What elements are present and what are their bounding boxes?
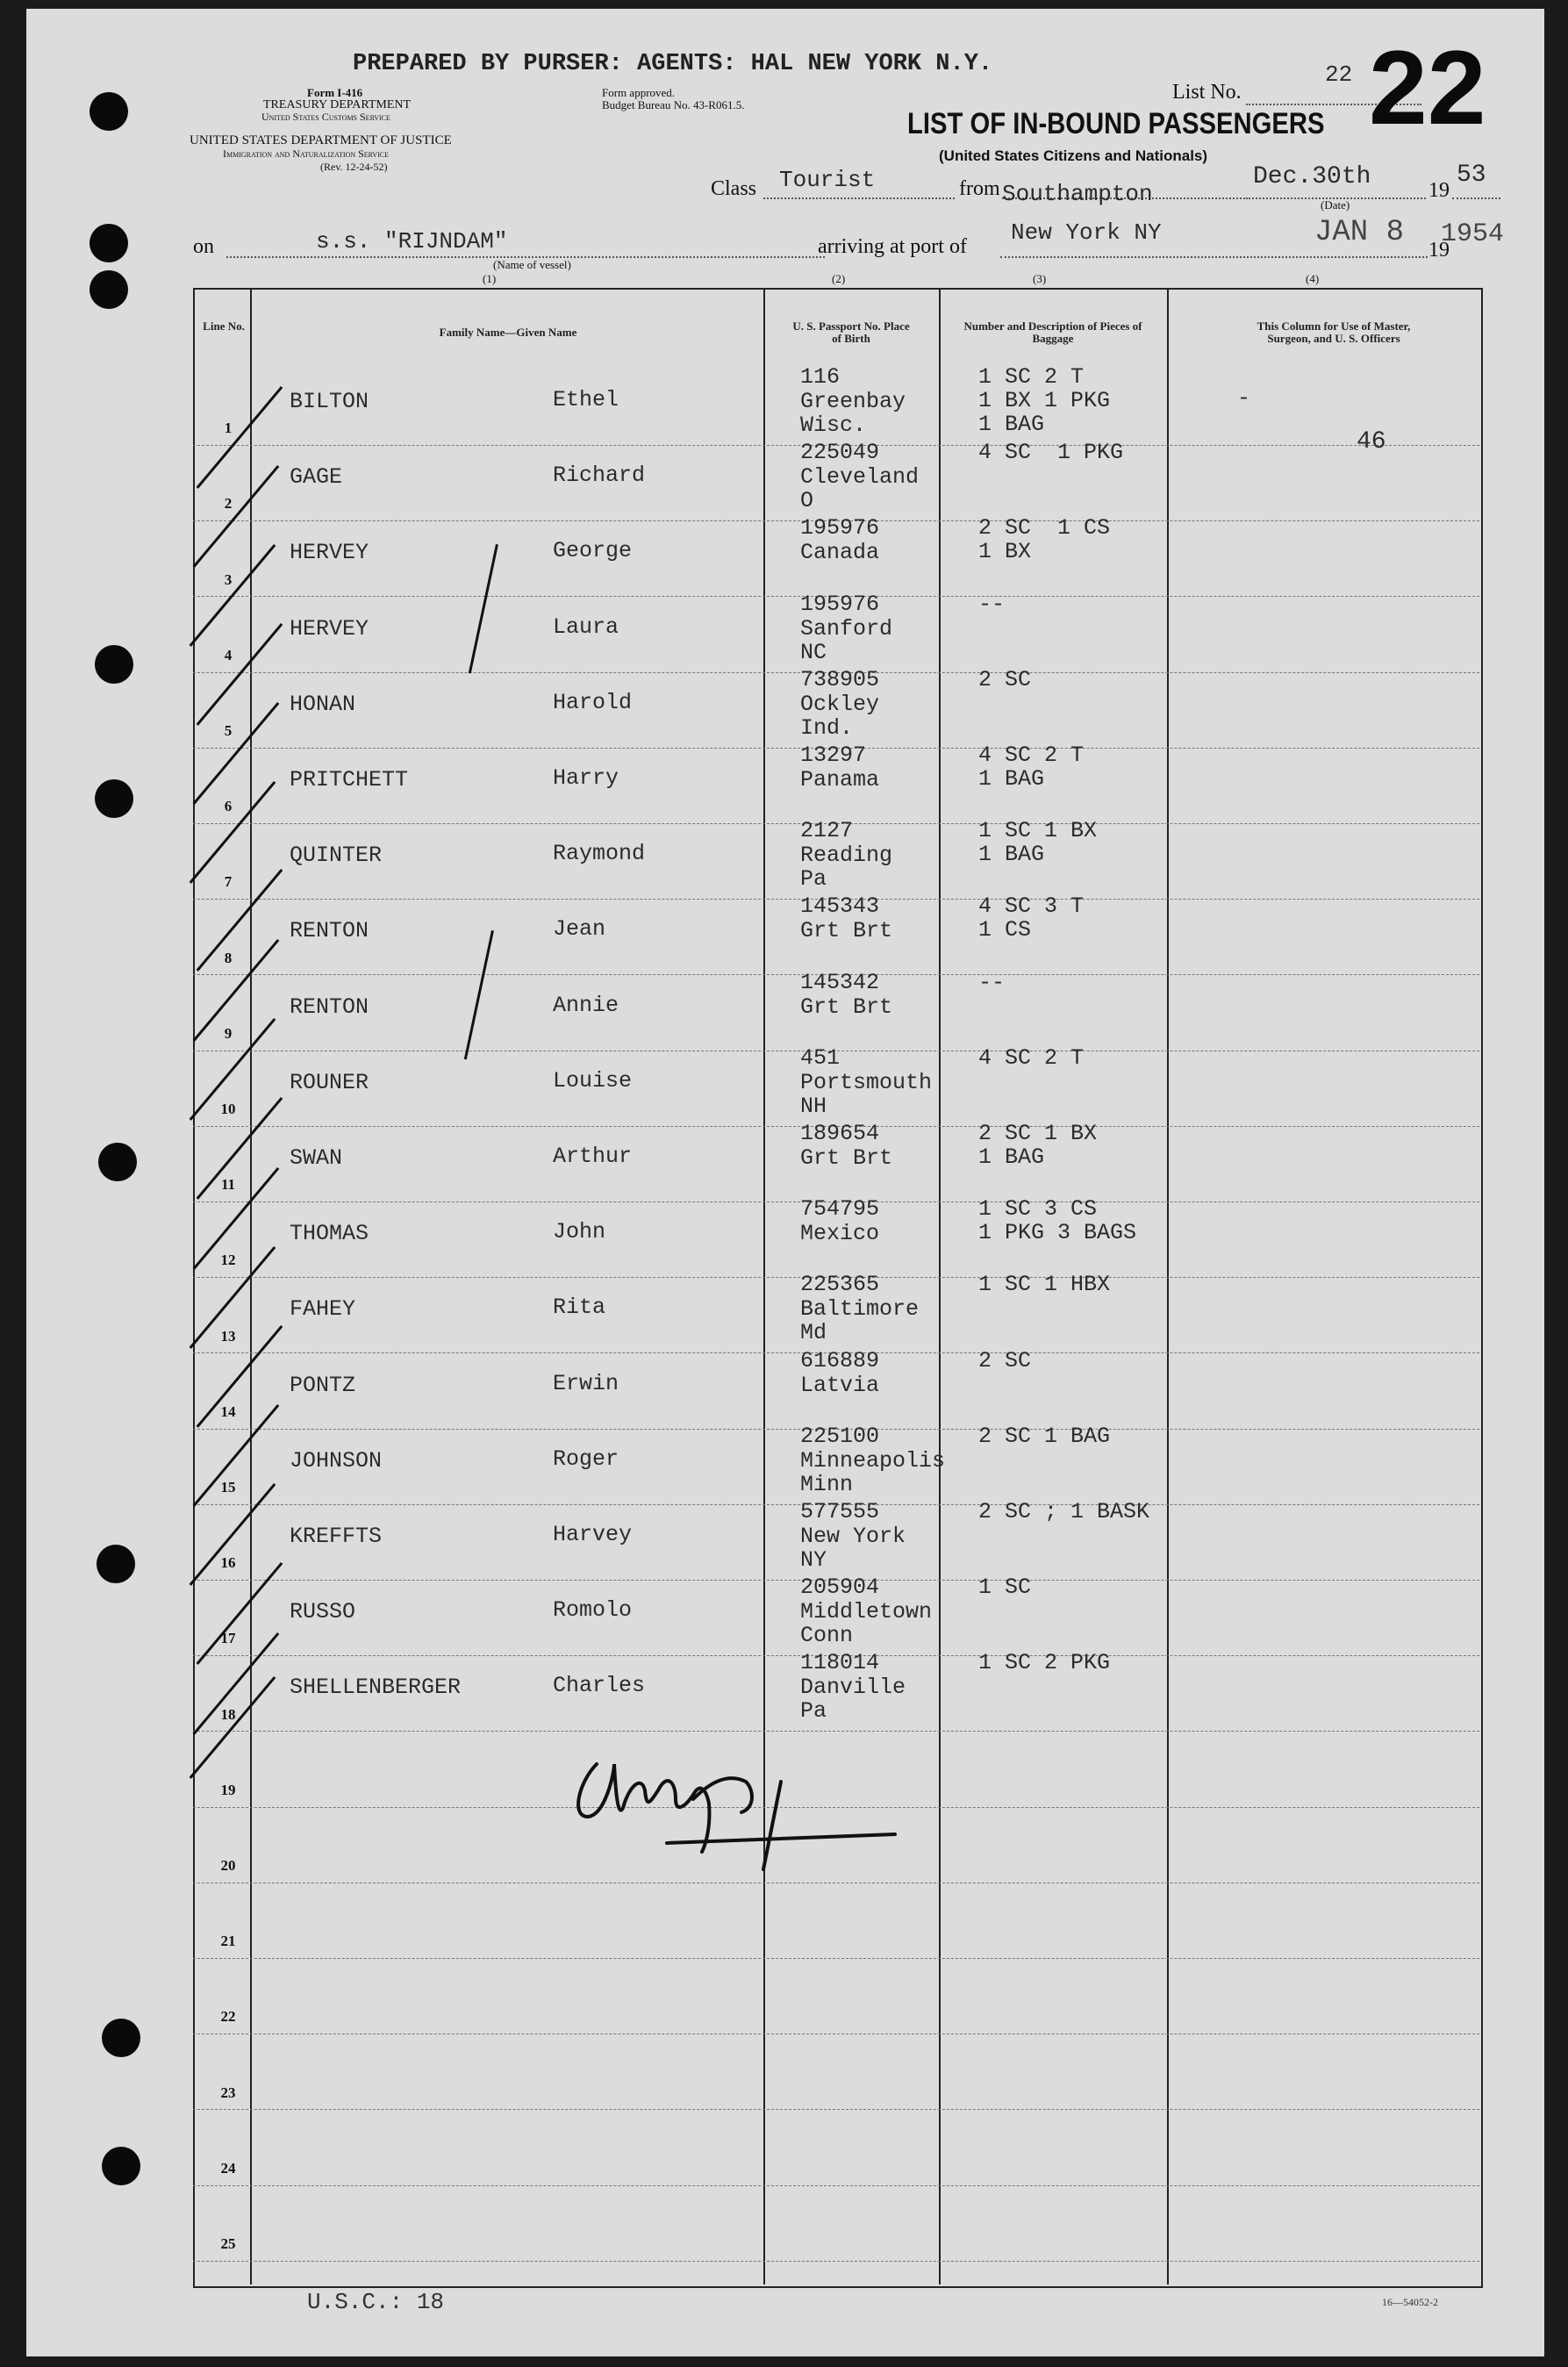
family-name: RENTON: [290, 993, 369, 1020]
place-of-birth: Greenbay Wisc.: [800, 389, 906, 438]
place-of-birth: Ockley Ind.: [800, 691, 880, 741]
baggage: --: [978, 969, 1006, 995]
baggage: 1 SC 3 CS 1 PKG 3 BAGS: [978, 1196, 1137, 1246]
family-name: HERVEY: [290, 540, 369, 566]
on-label: on: [193, 235, 214, 258]
date-caption: (Date): [1321, 198, 1350, 212]
year-prefix: 19: [1428, 179, 1450, 202]
officer-count: 46: [1357, 428, 1386, 455]
table-row: [193, 1121, 1479, 1202]
line-number: 9: [224, 1024, 233, 1042]
punch-hole: [97, 1545, 135, 1583]
place-of-birth: Sanford NC: [800, 615, 893, 665]
line-number: 13: [220, 1327, 236, 1345]
class-label: Class: [711, 177, 757, 200]
family-name: SHELLENBERGER: [290, 1675, 462, 1701]
baggage: 1 SC 2 T 1 BX 1 PKG 1 BAG: [978, 364, 1111, 437]
line-number: 10: [220, 1100, 236, 1117]
table-row: [193, 1574, 1479, 1656]
passport-number: 225365: [800, 1272, 880, 1298]
place-of-birth: Mexico: [800, 1221, 880, 1247]
departure-date: Dec.30th: [1253, 163, 1371, 190]
vessel-caption: (Name of vessel): [493, 258, 571, 271]
place-of-birth: Cleveland O: [800, 464, 920, 514]
given-name: Jean: [553, 916, 606, 943]
family-name: FAHEY: [290, 1296, 356, 1323]
table-row: [193, 2186, 1479, 2262]
col-num-2: (2): [832, 272, 846, 285]
baggage: 1 SC 1 BX 1 BAG: [978, 818, 1098, 868]
place-of-birth: New York NY: [800, 1524, 906, 1573]
line-number: 16: [220, 1554, 236, 1572]
place-of-birth: Grt Brt: [800, 993, 893, 1020]
family-name: PRITCHETT: [290, 767, 409, 793]
arrival-port: New York NY: [1011, 219, 1162, 246]
list-no-typed: 22: [1325, 61, 1353, 88]
line-number: 24: [220, 2159, 236, 2177]
header-baggage: Number and Description of Pieces of Baggage: [963, 319, 1142, 345]
line-number: 22: [220, 2008, 236, 2026]
line-number: 2: [224, 495, 233, 513]
table-row: [193, 742, 1479, 824]
passport-number: 116: [800, 364, 841, 390]
class-line: [763, 197, 955, 199]
line-number: 18: [220, 1705, 236, 1723]
line-number: 23: [220, 2084, 236, 2101]
passport-number: 145343: [800, 893, 880, 920]
from-label: from: [959, 177, 1000, 200]
line-number: 17: [220, 1630, 236, 1647]
punch-hole: [89, 224, 128, 262]
punch-hole: [95, 645, 133, 684]
family-name: THOMAS: [290, 1221, 369, 1247]
immigration-service: Immigration and Naturalization Service: [223, 147, 390, 160]
passport-number: 451: [800, 1044, 841, 1071]
passport-number: 2127: [800, 818, 854, 844]
table-row: [193, 818, 1479, 900]
budget-bureau: Budget Bureau No. 43-R061.5.: [602, 98, 745, 111]
year-line: [1452, 197, 1500, 199]
given-name: Roger: [553, 1445, 619, 1472]
given-name: Harold: [553, 689, 633, 715]
departure-year: 53: [1457, 161, 1486, 189]
baggage: 4 SC 1 PKG: [978, 440, 1124, 466]
table-row: [193, 1196, 1479, 1278]
place-of-birth: Danville Pa: [800, 1675, 906, 1725]
baggage: 2 SC 1 BX 1 BAG: [978, 1121, 1098, 1170]
arriving-label: arriving at port of: [818, 235, 967, 258]
table-row: [193, 1272, 1479, 1353]
arrival-date-stamp: JAN 8: [1314, 216, 1405, 249]
baggage: 1 SC: [978, 1574, 1032, 1601]
given-name: Laura: [553, 613, 619, 640]
vessel-name: s.s. "RIJNDAM": [316, 228, 508, 255]
officer-note: -: [1237, 385, 1251, 411]
punch-hole: [102, 2019, 140, 2057]
given-name: Raymond: [553, 841, 646, 867]
passport-number: 205904: [800, 1574, 880, 1601]
passport-number: 225100: [800, 1423, 880, 1449]
table-row: [193, 1347, 1479, 1430]
list-no-label: List No.: [1172, 81, 1242, 104]
table-row: [193, 515, 1479, 597]
given-name: John: [553, 1219, 606, 1245]
given-name: Charles: [553, 1673, 646, 1699]
given-name: Romolo: [553, 1597, 633, 1624]
class-value: Tourist: [779, 167, 876, 193]
given-name: Annie: [553, 992, 619, 1018]
family-name: HERVEY: [290, 615, 369, 642]
place-of-birth: Middletown Conn: [800, 1599, 933, 1649]
header-passport: U. S. Passport No. Place of Birth: [792, 319, 910, 345]
baggage: 2 SC 1 BAG: [978, 1423, 1111, 1449]
line-number: 12: [220, 1252, 236, 1269]
revision-date: (Rev. 12-24-52): [320, 161, 388, 173]
treasury-dept: TREASURY DEPARTMENT: [263, 98, 412, 111]
baggage: 4 SC 3 T 1 CS: [978, 893, 1085, 943]
baggage: 1 SC 1 HBX: [978, 1272, 1111, 1298]
table-row: [193, 893, 1479, 975]
line-number: 1: [224, 420, 233, 437]
passport-number: 754795: [800, 1196, 880, 1223]
family-name: HONAN: [290, 691, 356, 717]
document-subtitle: (United States Citizens and Nationals): [939, 147, 1208, 164]
passport-number: 13297: [800, 742, 867, 768]
header-line-no: Line No.: [203, 319, 245, 333]
passenger-list-page: [26, 9, 1544, 2356]
line-number: 14: [220, 1402, 236, 1420]
given-name: Rita: [553, 1295, 606, 1321]
family-name: SWAN: [290, 1145, 343, 1171]
passport-number: 195976: [800, 591, 880, 617]
given-name: Richard: [553, 463, 646, 489]
given-name: Louise: [553, 1067, 633, 1094]
table-row: [193, 364, 1479, 446]
punch-hole: [89, 92, 128, 131]
punch-hole: [89, 270, 128, 309]
place-of-birth: Grt Brt: [800, 1145, 893, 1171]
passport-number: 738905: [800, 666, 880, 692]
list-no-stamp: 22: [1369, 29, 1486, 147]
table-row: [193, 1499, 1479, 1581]
given-name: Ethel: [553, 387, 619, 412]
line-number: 8: [224, 949, 233, 966]
given-name: Harry: [553, 765, 619, 791]
line-number: 15: [220, 1478, 236, 1496]
port-line: [1000, 256, 1428, 258]
line-number: 4: [224, 646, 233, 663]
line-number: 3: [224, 570, 233, 588]
given-name: George: [553, 538, 633, 564]
col-num-1: (1): [483, 272, 497, 285]
table-row: [193, 2111, 1479, 2186]
family-name: GAGE: [290, 464, 343, 491]
header-officers: This Column for Use of Master, Surgeon, and U. S. Officers: [1257, 319, 1411, 345]
line-number: 19: [220, 1781, 236, 1798]
usc-footer: U.S.C.: 18: [307, 2289, 445, 2315]
form-number: Form I-416: [307, 86, 363, 99]
table-row: [193, 591, 1479, 673]
table-row: [193, 666, 1479, 749]
family-name: ROUNER: [290, 1069, 369, 1095]
col-num-4: (4): [1306, 272, 1320, 285]
place-of-birth: Reading Pa: [800, 843, 893, 893]
place-of-birth: Canada: [800, 540, 880, 566]
passport-number: 145342: [800, 969, 880, 995]
passport-number: 195976: [800, 515, 880, 542]
col-num-3: (3): [1033, 272, 1047, 285]
line-number: 21: [220, 1933, 236, 1950]
family-name: RUSSO: [290, 1599, 356, 1625]
baggage: 2 SC: [978, 1347, 1032, 1374]
passport-number: 118014: [800, 1650, 880, 1676]
family-name: RENTON: [290, 918, 369, 944]
place-of-birth: Panama: [800, 767, 880, 793]
line-number: 6: [224, 798, 233, 815]
family-name: KREFFTS: [290, 1524, 383, 1549]
print-code: 16—54052-2: [1382, 2296, 1438, 2308]
justice-dept: UNITED STATES DEPARTMENT OF JUSTICE: [190, 133, 452, 147]
baggage: 2 SC ; 1 BASK: [978, 1499, 1150, 1524]
given-name: Erwin: [553, 1370, 619, 1396]
family-name: QUINTER: [290, 843, 383, 869]
family-name: JOHNSON: [290, 1447, 383, 1474]
family-name: BILTON: [290, 389, 369, 414]
prepared-by-line: PREPARED BY PURSER: AGENTS: HAL NEW YORK N.Y.: [353, 51, 993, 77]
punch-hole: [102, 2147, 140, 2185]
table-row: [193, 1044, 1479, 1127]
table-row: [193, 1959, 1479, 2034]
given-name: Arthur: [553, 1144, 633, 1169]
passport-number: 225049: [800, 440, 880, 466]
arrival-year: 1954: [1441, 219, 1505, 249]
line-number: 20: [220, 1856, 236, 1874]
from-value: Southampton: [1002, 181, 1153, 207]
punch-hole: [95, 779, 133, 818]
form-approved: Form approved.: [602, 86, 676, 99]
family-name: PONTZ: [290, 1372, 356, 1398]
passport-number: 189654: [800, 1121, 880, 1146]
baggage: 4 SC 2 T: [978, 1044, 1085, 1071]
table-row: [193, 969, 1479, 1051]
place-of-birth: Baltimore Md: [800, 1296, 920, 1346]
line-number: 5: [224, 721, 233, 739]
baggage: --: [978, 591, 1006, 617]
baggage: 2 SC 1 CS 1 BX: [978, 515, 1111, 565]
place-of-birth: Minneapolis Minn: [800, 1447, 946, 1497]
line-number: 11: [220, 1176, 236, 1194]
table-row: [193, 1423, 1479, 1505]
baggage: 1 SC 2 PKG: [978, 1650, 1111, 1676]
place-of-birth: Latvia: [800, 1372, 880, 1398]
punch-hole: [98, 1143, 137, 1181]
given-name: Harvey: [553, 1522, 633, 1547]
baggage: 4 SC 2 T 1 BAG: [978, 742, 1085, 792]
header-name: Family Name—Given Name: [439, 326, 577, 339]
place-of-birth: Portsmouth NH: [800, 1069, 933, 1119]
place-of-birth: Grt Brt: [800, 918, 893, 944]
passport-number: 616889: [800, 1347, 880, 1374]
table-row: [193, 1883, 1479, 1959]
baggage: 2 SC: [978, 666, 1032, 692]
table-row: [193, 2034, 1479, 2110]
customs-service: United States Customs Service: [261, 111, 390, 123]
signature: [562, 1711, 913, 1887]
line-number: 25: [220, 2234, 236, 2252]
line-number: 7: [224, 873, 233, 891]
passport-number: 577555: [800, 1499, 880, 1524]
arrival-year-prefix: 19: [1428, 239, 1450, 262]
document-title: LIST OF IN-BOUND PASSENGERS: [907, 107, 1325, 140]
